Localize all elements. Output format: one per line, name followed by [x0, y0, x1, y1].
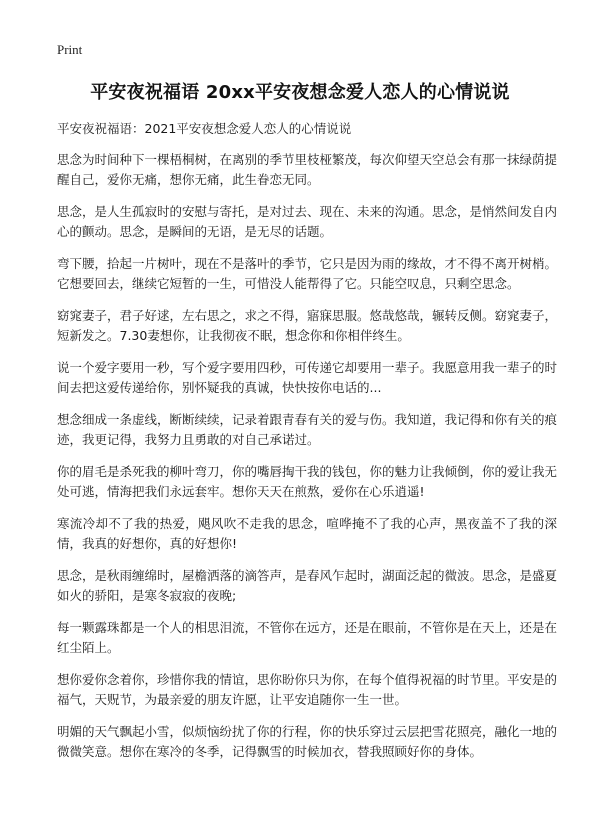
article-intro: 平安夜祝福语：2021平安夜想念爱人恋人的心情说说 — [57, 121, 352, 136]
paragraph: 窈窕妻子，君子好逑，左右思之，求之不得，寤寐思服。悠哉悠哉，辗转反侧。窈窕妻子，短新发之。7.30妻想你，让我彻夜不眠，想念你和你相伴终生。 — [57, 308, 558, 343]
paragraph: 说一个爱字要用一秒，写个爱字要用四秒，可传递它却要用一辈子。我愿意用我一辈子的时间去把这爱传递给你，别怀疑我的真诚，快快按你电话的... — [57, 360, 558, 395]
page-title: 平安夜祝福语 20xx平安夜想念爱人恋人的心情说说 — [90, 82, 510, 103]
paragraph: 弯下腰，拾起一片树叶，现在不是落叶的季节，它只是因为雨的缘故，才不得不离开树梢。它想要回去，继续它短暂的一生，可惜没人能帮得了它。只能空叹息，只剩空思念。 — [57, 256, 558, 291]
paragraph: 明媚的天气飘起小雪，似烦恼纷扰了你的行程，你的快乐穿过云层把雪花照亮，融化一地的微微笑意。想你在寒冷的冬季，记得飘雪的时候加衣，替我照顾好你的身体。 — [57, 724, 558, 759]
paragraph: 想你爱你念着你，珍惜你我的情谊，思你盼你只为你，在每个值得祝福的时节里。平安是的福气，天贶节，为最亲爱的朋友许愿，让平安追随你一生一世。 — [57, 672, 558, 707]
paragraph: 每一颗露珠都是一个人的相思泪流，不管你在远方，还是在眼前，不管你是在天上，还是在红尘陌上。 — [57, 620, 558, 655]
paragraph: 思念为时间种下一棵梧桐树，在离别的季节里枝桠繁茂，每次仰望天空总会有那一抹绿荫提醒自己，爱你无痛，想你无痛，此生眷恋无同。 — [57, 152, 558, 187]
paragraph: 想念细成一条虚线，断断续续，记录着跟青春有关的爱与伤。我知道，我记得和你有关的痕迹，我更记得，我努力且勇敢的对自己承诺过。 — [57, 412, 558, 447]
article-body — [57, 120, 557, 774]
paragraph: 思念，是秋雨缠绵时，屋檐洒落的滴答声，是春风乍起时，湖面泛起的微波。思念，是盛夏如火的骄阳，是寒冬寂寂的夜晚; — [57, 568, 558, 603]
paragraph: 你的眉毛是杀死我的柳叶弯刀，你的嘴唇掏干我的钱包，你的魅力让我倾倒，你的爱让我无处可逃，情海把我们永远套牢。想你天天在煎熬，爱你在心乐逍遥! — [57, 464, 558, 499]
paragraph: 思念，是人生孤寂时的安慰与寄托，是对过去、现在、未来的沟通。思念，是悄然间发自内心的颤动。思念，是瞬间的无语，是无尽的话题。 — [57, 204, 558, 239]
print-link[interactable]: Print — [57, 42, 83, 57]
paragraph: 寒流冷却不了我的热爱，飓风吹不走我的思念，喧哗掩不了我的心声，黑夜盖不了我的深情，我真的好想你，真的好想你! — [57, 516, 557, 551]
